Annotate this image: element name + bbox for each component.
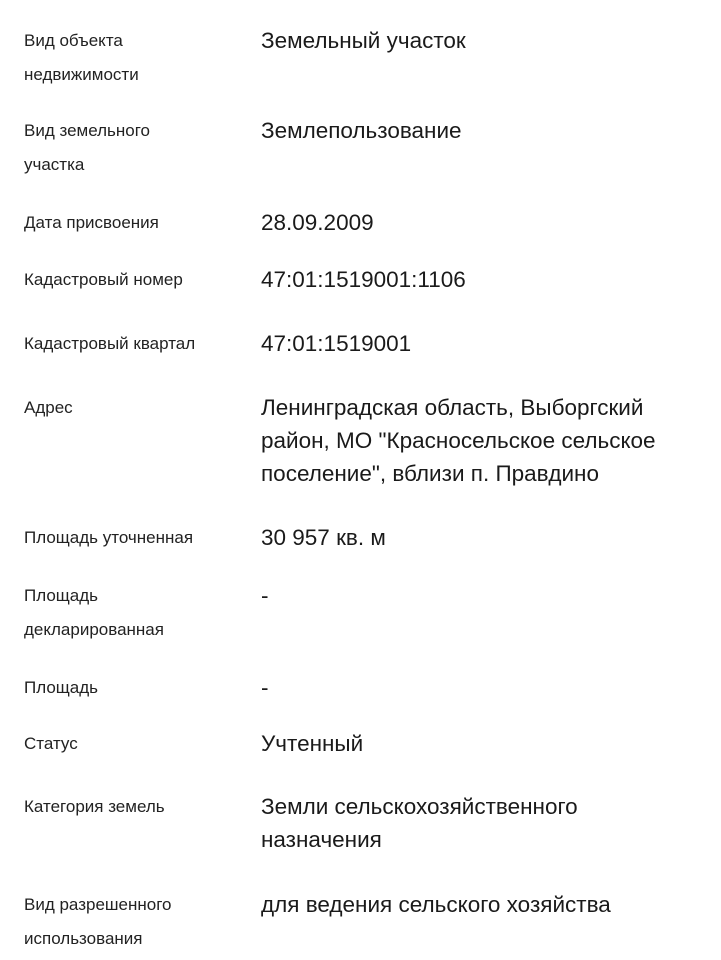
field-label: Дата присвоения <box>24 213 159 232</box>
field-value: Учтенный <box>261 731 364 756</box>
field-value: 47:01:1519001 <box>261 331 412 356</box>
field-value: для ведения сельского хозяйства <box>261 892 611 917</box>
field-value: 47:01:1519001:1106 <box>261 267 466 292</box>
field-label: Площадь <box>24 678 99 697</box>
field-label: Кадастровый номер <box>24 270 183 289</box>
field-value: 28.09.2009 <box>261 210 374 235</box>
field-value: Ленинградская область, Выборгский район, МО "Красносельское сельское поселение", вблизи п. Правдино <box>261 395 656 486</box>
field-value: Земельный участок <box>261 28 466 53</box>
field-value: 30 957 кв. м <box>261 525 386 550</box>
field-value: - <box>261 583 269 608</box>
field-label: Вид объекта недвижимости <box>24 31 139 84</box>
field-value: Землепользование <box>261 118 462 143</box>
field-label: Площадь уточненная <box>24 528 194 547</box>
field-value: - <box>261 675 269 700</box>
field-value: Земли сельскохозяйственного назначения <box>261 794 578 852</box>
field-label: Вид разрешенного использования <box>24 895 172 948</box>
field-label: Адрес <box>24 398 73 417</box>
field-label: Кадастровый квартал <box>24 334 196 353</box>
field-label: Площадь декларированная <box>24 586 164 639</box>
field-label: Вид земельного участка <box>24 121 151 174</box>
field-label: Категория земель <box>24 797 165 816</box>
field-label: Статус <box>24 734 78 753</box>
